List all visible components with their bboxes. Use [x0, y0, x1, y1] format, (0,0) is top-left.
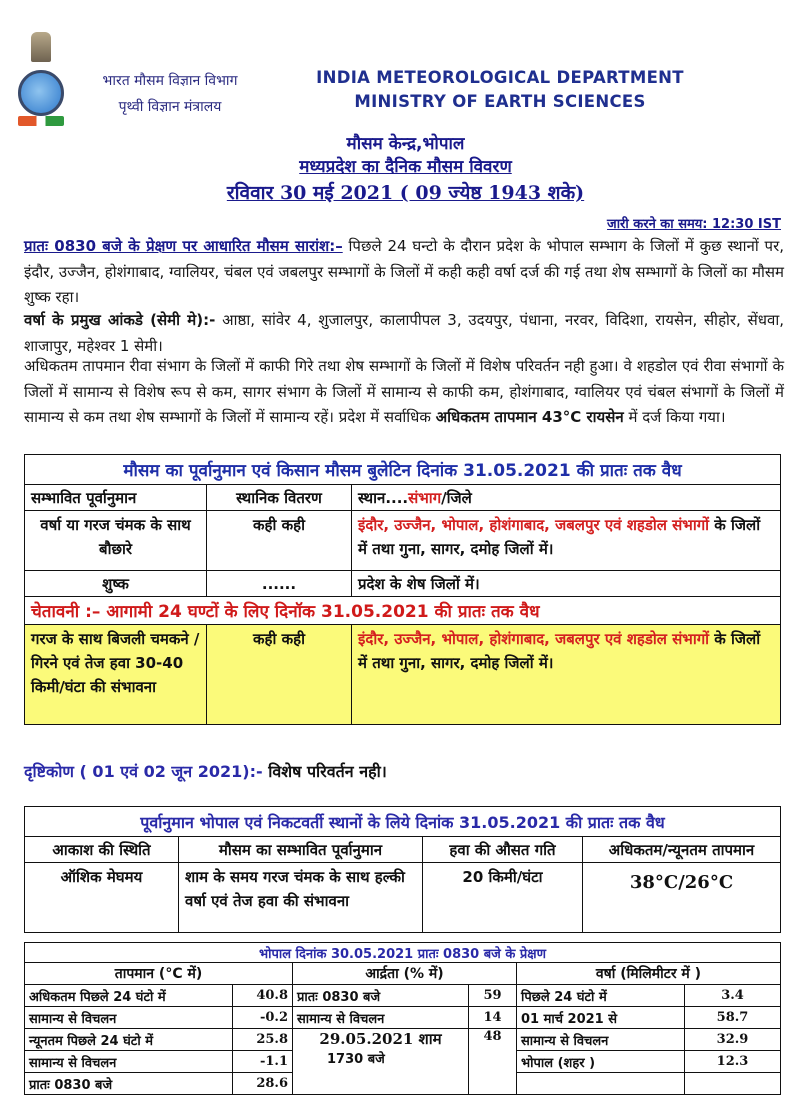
header-weather: मौसम का सम्भावित पूर्वानुमान — [179, 837, 423, 863]
table-row — [25, 1007, 781, 1029]
header-forecast: सम्भावित पूर्वानुमान — [25, 485, 207, 511]
english-org-name — [300, 66, 700, 114]
temp-label: प्रातः 0830 बजे — [25, 1073, 233, 1095]
page-header — [0, 0, 811, 130]
rain-label-empty — [517, 1073, 685, 1095]
distribution-cell: ...... — [207, 571, 352, 597]
ashoka-emblem-icon — [31, 32, 51, 62]
weather-summary — [24, 234, 784, 311]
weather-forecast: शाम के समय गरज चंमक के साथ हल्की वर्षा एवं तेज हवा की संभावना — [179, 863, 423, 933]
temp-value: 25.8 — [233, 1029, 293, 1051]
rain-label: सामान्य से विचलन — [517, 1029, 685, 1051]
rain-value: 58.7 — [685, 1007, 781, 1029]
tricolor-ribbon-icon — [18, 116, 64, 126]
header-places — [352, 485, 781, 511]
report-date: रविवार 30 मई 2021 ( 09 ज्येष्ठ 1943 शके) — [226, 182, 585, 204]
places-black: के जिलों में तथा गुना, सागर, दमोह जिलों में। — [358, 516, 761, 558]
observations-table — [24, 942, 781, 1095]
temp-value: -0.2 — [233, 1007, 293, 1029]
temperature-summary — [24, 354, 784, 431]
rainfall-figures — [24, 308, 784, 359]
observations-title: भोपाल दिनांक 30.05.2021 प्रातः 0830 बजे के प्रेक्षण — [25, 943, 781, 963]
humidity-value: 14 — [469, 1007, 517, 1029]
temperature-text: अधिकतम तापमान रीवा संभाग के जिलों में काफी गिरे तथा शेष सम्भागों के जिलों में विशेष परिवर्तन नही हुआ। वे शहडोल एवं रीवा संभागों के जिलों में सामान्य से विशेष रूप से कम, सागर संभाग के जिलों में सामान्य से काफी कम, होशंगाबाद, ग्वालियर एवं चंबल संभागों के जिलों में सामान्य से कम तथा शेष सम्भागों के जिलों में सामान्य रहें। प्रदेश में सर्वाधिक — [24, 357, 784, 426]
warning-forecast: गरज के साथ बिजली चमकने / गिरने एवं तेज हवा 30-40 किमी/घंटा की संभावना — [25, 625, 207, 725]
places-red: इंदौर, उज्जैन, भोपाल, होशंगाबाद, जबलपुर एवं शहडोल संभागों — [358, 516, 710, 534]
issue-time: जारी करने का समय: 12:30 IST — [607, 217, 781, 232]
rain-label: 01 मार्च 2021 से — [517, 1007, 685, 1029]
distribution-cell: कही कही — [207, 511, 352, 571]
bhopal-forecast-table — [24, 806, 781, 933]
warning-row — [25, 625, 781, 725]
table-row — [25, 571, 781, 597]
temp-label: सामान्य से विचलन — [25, 1051, 233, 1073]
wind-speed: 20 किमी/घंटा — [423, 863, 583, 933]
summary-text: पिछले 24 घन्टो के दौरान प्रदेश के भोपाल सम्भाग के जिलों में कुछ स्थानों पर, इंदौर, उज्जैन, होशंगाबाद, ग्वालियर, चंबल एवं जबलपुर सम्भागों के जिलों में कही कही वर्षा दर्ज की गई तथा शेष सम्भागों के जिलों का मौसम शुष्क रहा। — [24, 237, 784, 306]
temp-value: 40.8 — [233, 985, 293, 1007]
globe-icon — [18, 70, 64, 116]
temp-label: न्यूनतम पिछले 24 घंटो में — [25, 1029, 233, 1051]
forecast-cell: वर्षा या गरज चंमक के साथ बौछारे — [25, 511, 207, 571]
table-row — [25, 1029, 781, 1051]
warning-places — [352, 625, 781, 725]
hindi-org-line1: भारत मौसम विज्ञान विभाग — [102, 73, 238, 89]
report-titles — [200, 133, 611, 207]
hindi-org-line2: पृथ्वी विज्ञान मंत्रालय — [118, 99, 222, 115]
header-temperature: तापमान (°C में) — [25, 963, 293, 985]
header-places-label: स्थान.... — [358, 488, 409, 507]
warning-distribution: कही कही — [207, 625, 352, 725]
header-sky: आकाश की स्थिति — [25, 837, 179, 863]
outlook-label: दृष्टिकोण ( 01 एवं 02 जून 2021):- — [24, 762, 263, 781]
outlook — [24, 760, 387, 782]
hindi-org-name — [70, 68, 270, 120]
temp-value: -1.1 — [233, 1051, 293, 1073]
humidity-label: सामान्य से विचलन — [293, 1007, 469, 1029]
max-temp-highlight: अधिकतम तापमान 43°C रायसेन — [435, 408, 624, 426]
header-rainfall: वर्षा (मिलिमीटर में ) — [517, 963, 781, 985]
table-row — [25, 985, 781, 1007]
table-row — [25, 511, 781, 571]
temp-label: अधिकतम पिछले 24 घंटो में — [25, 985, 233, 1007]
center-title: मौसम केन्द्र,भोपाल — [346, 134, 465, 154]
temp-label: सामान्य से विचलन — [25, 1007, 233, 1029]
header-humidity: आर्द्रता (% में) — [293, 963, 517, 985]
warning-places-red: इंदौर, उज्जैन, भोपाल, होशंगाबाद, जबलपुर एवं शहडोल संभागों — [358, 630, 710, 648]
places-cell — [352, 511, 781, 571]
summary-heading: प्रातः 0830 बजे के प्रेक्षण पर आधारित मौसम सारांश:– — [24, 237, 343, 255]
forecast-table — [24, 454, 781, 725]
eng-org-line1: INDIA METEOROLOGICAL DEPARTMENT — [316, 68, 684, 87]
rain-value-empty — [685, 1073, 781, 1095]
temp-value: 28.6 — [233, 1073, 293, 1095]
humidity-evening-date: 29.05.2021 शाम — [319, 1030, 442, 1048]
humidity-label: प्रातः 0830 बजे — [293, 985, 469, 1007]
header-wind: हवा की औसत गति — [423, 837, 583, 863]
temperature-tail: में दर्ज किया गया। — [623, 408, 726, 426]
forecast-cell: शुष्क — [25, 571, 207, 597]
humidity-evening-time: 1730 बजे — [327, 1052, 385, 1067]
bhopal-forecast-title: पूर्वानुमान भोपाल एवं निकटवर्ती स्थानों के लिये दिनांक 31.05.2021 की प्रातः तक वैध — [25, 807, 781, 837]
max-min-temp: 38°C/26°C — [583, 863, 781, 933]
rain-value: 3.4 — [685, 985, 781, 1007]
imd-emblem-icon — [18, 32, 64, 128]
humidity-evening-label — [293, 1029, 469, 1095]
outlook-text: विशेष परिवर्तन नही। — [262, 762, 387, 781]
warning-places-black: के जिलों में तथा गुना, सागर, दमोह जिलों में। — [358, 630, 761, 672]
forecast-table-title: मौसम का पूर्वानुमान एवं किसान मौसम बुलेटिन दिनांक 31.05.2021 की प्रातः तक वैध — [25, 455, 781, 485]
table-row — [25, 863, 781, 933]
report-title: मध्यप्रदेश का दैनिक मौसम विवरण — [299, 157, 512, 177]
rainfall-heading: वर्षा के प्रमुख आंकडे (सेमी मे):- — [24, 311, 216, 329]
header-distribution: स्थानिक वितरण — [207, 485, 352, 511]
rain-value: 32.9 — [685, 1029, 781, 1051]
header-district-label: /जिले — [441, 488, 472, 507]
rain-label: भोपाल (शहर ) — [517, 1051, 685, 1073]
warning-title: चेतावनी :– आगामी 24 घण्टों के लिए दिनॉक 31.05.2021 की प्रातः तक वैध — [25, 597, 781, 625]
eng-org-line2: MINISTRY OF EARTH SCIENCES — [354, 92, 646, 111]
rainfall-text: आष्ठा, सांवेर 4, शुजालपुर, कालापीपल 3, उदयपुर, पंधाना, नरवर, विदिशा, रायसेन, सीहोर, सेंधवा, शाजापुर, महेश्वर 1 सेमी। — [24, 311, 784, 355]
sky-condition: ऑशिक मेघमय — [25, 863, 179, 933]
humidity-evening-value: 48 — [469, 1029, 517, 1095]
header-temp: अधिकतम/न्यूनतम तापमान — [583, 837, 781, 863]
header-division-label: संभाग — [408, 488, 442, 507]
places-cell: प्रदेश के शेष जिलों में। — [352, 571, 781, 597]
rain-label: पिछले 24 घंटो में — [517, 985, 685, 1007]
humidity-value: 59 — [469, 985, 517, 1007]
rain-value: 12.3 — [685, 1051, 781, 1073]
